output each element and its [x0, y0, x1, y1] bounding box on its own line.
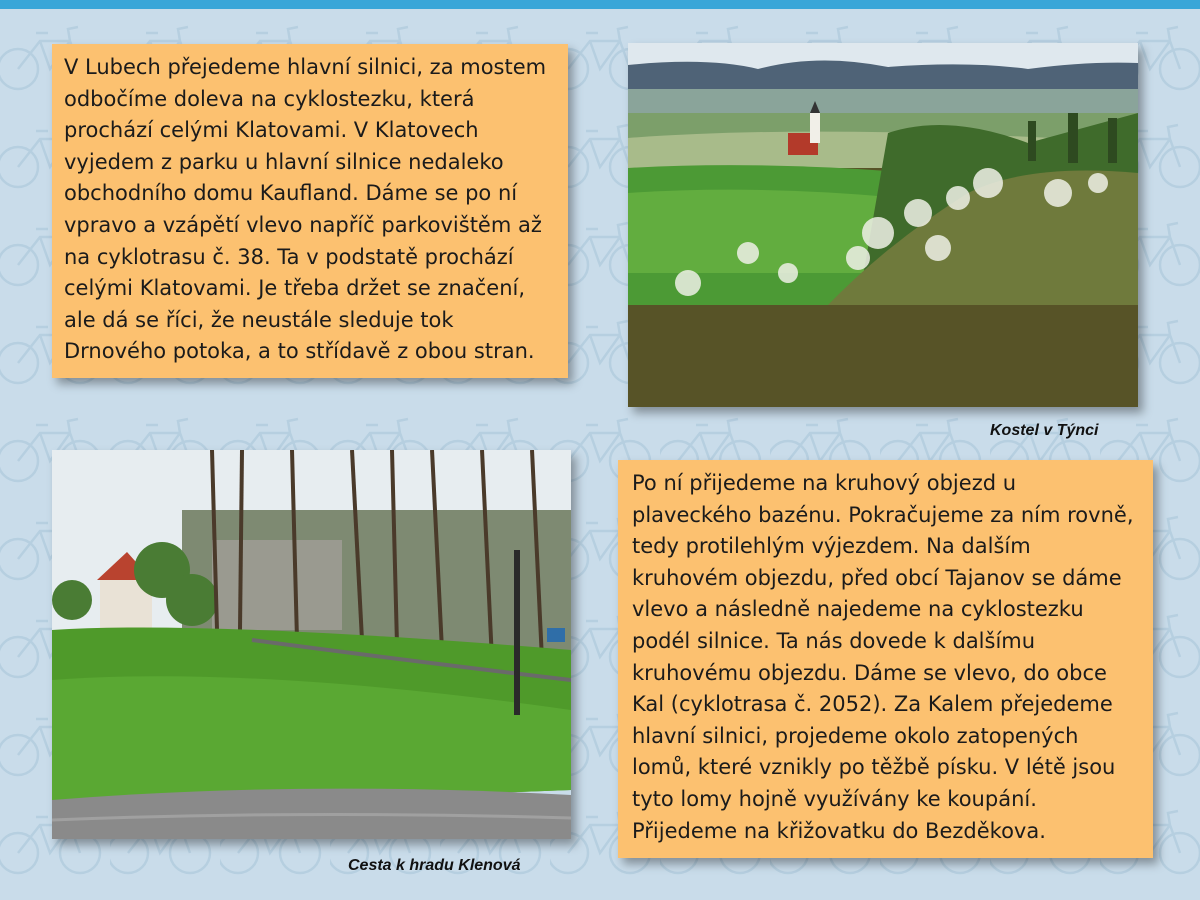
route-description-top: V Lubech přejedeme hlavní silnici, za mostem odbočíme doleva na cyklostezku, která prochází celými Klatovami. V Klatovech vyjedem z parku u hlavní silnice nedaleko obchodního domu Kaufland. Dáme se po ní vpravo a vzápětí vlevo napříč parkovištěm až na cyklotrasu č. 38. Ta v podstatě prochází celými Klatovami. Je třeba držet se značení, ale dá se říci, že neustále sleduje tok Drnového potoka, a to střídavě z obou stran. [52, 44, 568, 378]
castle-road-photo [52, 450, 571, 839]
church-landscape-photo [628, 43, 1138, 407]
church-photo-caption: Kostel v Týnci [990, 422, 1099, 439]
road-photo-caption: Cesta k hradu Klenová [348, 857, 521, 874]
top-accent-bar [0, 0, 1200, 9]
route-description-bottom: Po ní přijedeme na kruhový objezd u plaveckého bazénu. Pokračujeme za ním rovně, tedy protilehlým výjezdem. Na dalším kruhovém objezdu, před obcí Tajanov se dáme vlevo a následně najedeme na cyklostezku podél silnice. Ta nás dovede k dalšímu kruhovému objezdu. Dáme se vlevo, do obce Kal (cyklotrasa č. 2052). Za Kalem přejedeme hlavní silnici, projedeme okolo zatopených lomů, které vznikly po těžbě písku. V létě jsou tyto lomy hojně využívány ke koupání. Přijedeme na křižovatku do Bezděkova. [618, 460, 1153, 858]
